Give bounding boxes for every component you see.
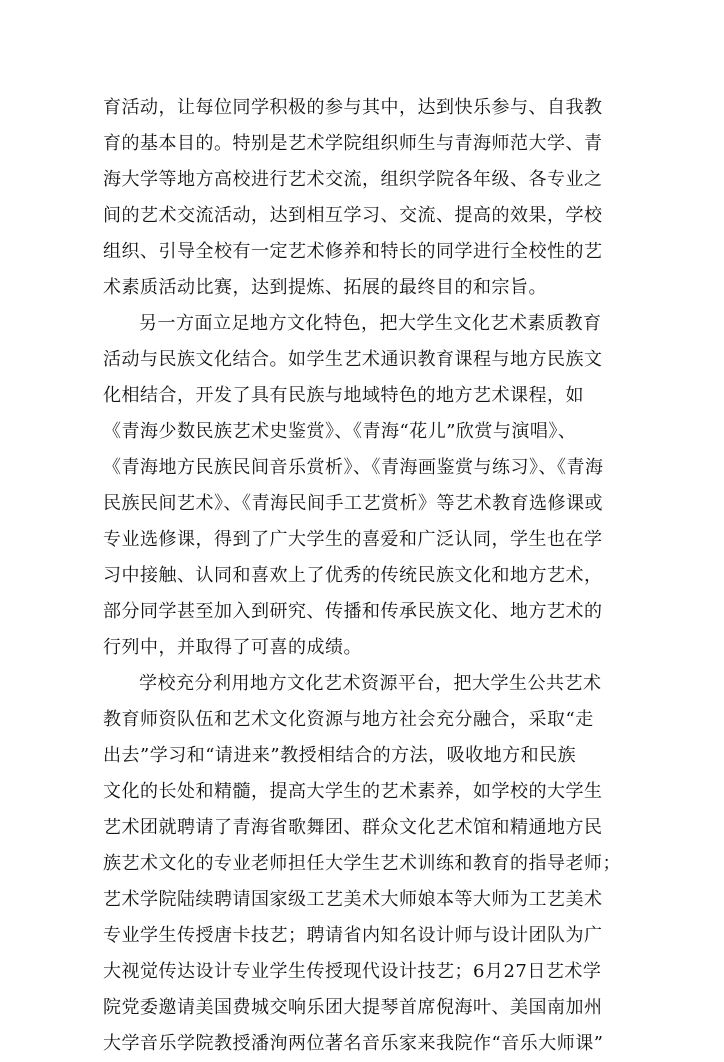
- text-line: 大学音乐学院教授潘洵两位著名音乐家来我院作“音乐大师课”: [103, 1033, 604, 1054]
- text-line: 专业学生传授唐卡技艺；聘请省内知名设计师与设计团队为广: [103, 925, 603, 946]
- text-line: 文化的长处和精髓，提高大学生的艺术素养，如学校的大学生: [103, 781, 603, 802]
- text-line: 习中接触、认同和喜欢上了优秀的传统民族文化和地方艺术，: [103, 565, 603, 586]
- text-line: 活动与民族文化结合。如学生艺术通识教育课程与地方民族文: [103, 349, 603, 370]
- paragraph-first-line: 另一方面立足地方文化特色，把大学生文化艺术素质教育: [139, 313, 602, 334]
- text-line: 族艺术文化的专业老师担任大学生艺术训练和教育的指导老师；: [103, 853, 621, 874]
- text-line: 《青海地方民族民间音乐赏析》、《青海画鉴赏与练习》、《青海: [103, 457, 604, 478]
- text-line: 育的基本目的。特别是艺术学院组织师生与青海师范大学、青: [103, 133, 603, 154]
- text-line: 大视觉传达设计专业学生传授现代设计技艺；6月27日艺术学: [103, 961, 602, 982]
- text-line: 艺术学院陆续聘请国家级工艺美术大师娘本等大师为工艺美术: [103, 889, 603, 910]
- text-line: 出去”学习和“请进来”教授相结合的方法，吸收地方和民族: [103, 745, 577, 766]
- text-line: 民族民间艺术》、《青海民间手工艺赏析》等艺术教育选修课或: [103, 493, 603, 514]
- text-line: 院党委邀请美国费城交响乐团大提琴首席倪海叶、美国南加州: [103, 997, 603, 1018]
- text-line: 育活动，让每位同学积极的参与其中，达到快乐参与、自我教: [103, 97, 603, 118]
- text-line: 艺术团就聘请了青海省歌舞团、群众文化艺术馆和精通地方民: [103, 817, 603, 838]
- text-line: 术素质活动比赛，达到提炼、拓展的最终目的和宗旨。: [103, 277, 547, 298]
- text-line: 《青海少数民族艺术史鉴赏》、《青海“花儿”欣赏与演唱》、: [103, 421, 577, 442]
- text-line: 行列中，并取得了可喜的成绩。: [103, 637, 362, 658]
- text-line: 部分同学甚至加入到研究、传播和传承民族文化、地方艺术的: [103, 601, 603, 622]
- paragraph-first-line: 学校充分利用地方文化艺术资源平台，把大学生公共艺术: [139, 673, 602, 694]
- text-line: 海大学等地方高校进行艺术交流，组织学院各年级、各专业之: [103, 169, 603, 190]
- text-line: 教育师资队伍和艺术文化资源与地方社会充分融合，采取“走: [103, 709, 594, 730]
- text-line: 间的艺术交流活动，达到相互学习、交流、提高的效果，学校: [103, 205, 603, 226]
- text-line: 专业选修课，得到了广大学生的喜爱和广泛认同，学生也在学: [103, 529, 603, 550]
- text-line: 组织、引导全校有一定艺术修养和特长的同学进行全校性的艺: [103, 241, 603, 262]
- text-line: 化相结合，开发了具有民族与地域特色的地方艺术课程，如: [103, 385, 584, 406]
